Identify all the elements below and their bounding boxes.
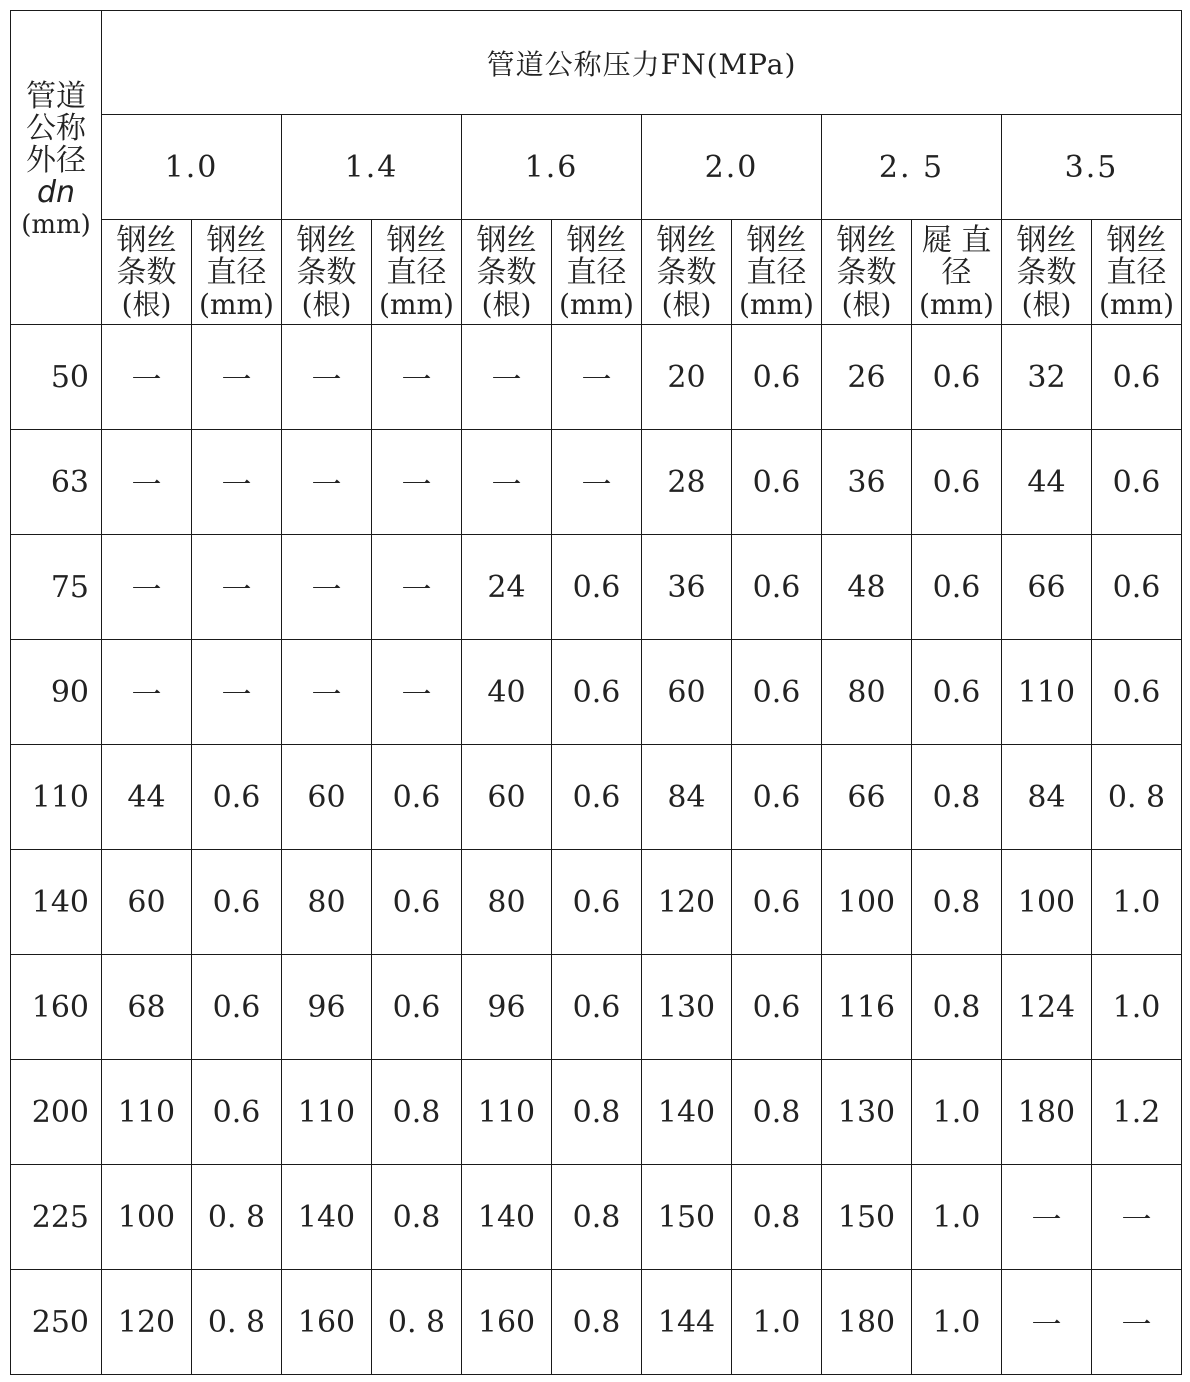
table-body (11, 325, 1182, 1375)
wire-diameter-cell: 0.6 (732, 640, 822, 745)
wire-diameter-cell: 0.8 (372, 1165, 462, 1270)
wire-count-cell: 96 (462, 955, 552, 1060)
wire-count-cell: 150 (822, 1165, 912, 1270)
sub-header-l3: (根) (841, 288, 892, 321)
wire-diameter-cell: 0. 8 (192, 1165, 282, 1270)
wire-count-cell: 60 (462, 745, 552, 850)
wire-diameter-cell: 0.6 (912, 430, 1002, 535)
wire-diameter-cell: 0.6 (552, 850, 642, 955)
wire-diameter-cell: 0.6 (552, 745, 642, 850)
table-row (11, 640, 1182, 745)
wire-count-cell: 60 (102, 850, 192, 955)
pressure-header: 1.6 (462, 115, 642, 220)
wire-diameter-cell: 一 (372, 640, 462, 745)
wire-diameter-cell: 1.0 (732, 1270, 822, 1375)
sub-header-cell (102, 220, 192, 325)
wire-count-cell: 100 (102, 1165, 192, 1270)
sub-header-l1: 钢丝 (116, 223, 177, 258)
dn-value-cell: 63 (11, 430, 102, 535)
wire-count-cell: 124 (1002, 955, 1092, 1060)
dn-value-cell: 90 (11, 640, 102, 745)
wire-diameter-cell: 0.8 (552, 1270, 642, 1375)
pressure-header: 3.5 (1002, 115, 1182, 220)
title-row (11, 11, 1182, 115)
wire-diameter-cell: 1.0 (1092, 955, 1182, 1060)
wire-diameter-cell: 一 (372, 430, 462, 535)
sub-header-l2: 条数 (836, 255, 897, 290)
wire-count-cell: 84 (1002, 745, 1092, 850)
wire-diameter-cell: 0.8 (912, 955, 1002, 1060)
wire-diameter-cell: 0.8 (372, 1060, 462, 1165)
wire-count-cell: 68 (102, 955, 192, 1060)
wire-diameter-cell: 一 (372, 535, 462, 640)
wire-count-cell: 44 (102, 745, 192, 850)
wire-diameter-cell: 0.6 (552, 535, 642, 640)
wire-count-cell: 60 (642, 640, 732, 745)
wire-diameter-cell: 0.8 (732, 1165, 822, 1270)
sub-header-l3: (mm) (1099, 288, 1174, 321)
wire-count-cell: 80 (822, 640, 912, 745)
wire-diameter-cell: 0.8 (552, 1165, 642, 1270)
wire-count-cell: 100 (1002, 850, 1092, 955)
wire-count-cell: 60 (282, 745, 372, 850)
wire-count-cell: 24 (462, 535, 552, 640)
wire-count-cell: 140 (642, 1060, 732, 1165)
wire-diameter-cell: 0.6 (1092, 430, 1182, 535)
pressure-header: 1.4 (282, 115, 462, 220)
wire-diameter-cell: 0.6 (732, 535, 822, 640)
table-row (11, 1165, 1182, 1270)
wire-count-cell: 110 (282, 1060, 372, 1165)
sub-header-l3: (根) (121, 288, 172, 321)
sub-header-l3: (mm) (739, 288, 814, 321)
wire-count-cell: 140 (282, 1165, 372, 1270)
wire-diameter-cell: 0.6 (912, 535, 1002, 640)
sub-header-l3: (根) (481, 288, 532, 321)
sub-header-l1: 屣 直 (921, 223, 992, 258)
wire-count-cell: 130 (642, 955, 732, 1060)
wire-count-cell: 120 (642, 850, 732, 955)
wire-count-cell: 26 (822, 325, 912, 430)
wire-diameter-cell: 1.2 (1092, 1060, 1182, 1165)
dn-value-cell: 75 (11, 535, 102, 640)
table-row (11, 1270, 1182, 1375)
dn-value-cell: 160 (11, 955, 102, 1060)
wire-diameter-cell: 一 (1092, 1165, 1182, 1270)
wire-diameter-cell: 0.6 (192, 1060, 282, 1165)
wire-diameter-cell: 一 (552, 325, 642, 430)
wire-count-cell: 20 (642, 325, 732, 430)
wire-diameter-cell: 一 (372, 325, 462, 430)
sub-header-l3: (根) (1021, 288, 1072, 321)
sub-header-l3: (mm) (559, 288, 634, 321)
wire-count-cell: 一 (282, 535, 372, 640)
sub-header-l2: 直径 (566, 255, 627, 290)
wire-spec-table (10, 10, 1182, 1375)
wire-diameter-cell: 0.8 (912, 745, 1002, 850)
wire-count-cell: 80 (282, 850, 372, 955)
wire-diameter-cell: 1.0 (912, 1060, 1002, 1165)
sub-header-cell (552, 220, 642, 325)
dn-unit: (mm) (21, 210, 91, 240)
wire-count-cell: 40 (462, 640, 552, 745)
wire-diameter-cell: 0.6 (552, 955, 642, 1060)
wire-count-cell: 一 (1002, 1165, 1092, 1270)
wire-diameter-cell: 1.0 (912, 1270, 1002, 1375)
table-row (11, 955, 1182, 1060)
wire-count-cell: 一 (1002, 1270, 1092, 1375)
wire-count-cell: 160 (282, 1270, 372, 1375)
sub-header-l2: 直径 (386, 255, 447, 290)
wire-count-cell: 28 (642, 430, 732, 535)
wire-diameter-cell: 0.8 (912, 850, 1002, 955)
sub-header-l2: 条数 (476, 255, 537, 290)
dn-value-cell: 200 (11, 1060, 102, 1165)
wire-diameter-cell: 0.6 (192, 955, 282, 1060)
sub-header-l3: (mm) (379, 288, 454, 321)
wire-count-cell: 一 (102, 325, 192, 430)
wire-count-cell: 36 (642, 535, 732, 640)
sub-header-l1: 钢丝 (566, 223, 627, 258)
wire-count-cell: 96 (282, 955, 372, 1060)
wire-diameter-cell: 0. 8 (1092, 745, 1182, 850)
wire-diameter-cell: 0.6 (732, 745, 822, 850)
wire-count-cell: 一 (102, 535, 192, 640)
wire-count-cell: 100 (822, 850, 912, 955)
wire-count-cell: 一 (462, 430, 552, 535)
wire-count-cell: 66 (822, 745, 912, 850)
wire-count-cell: 130 (822, 1060, 912, 1165)
dn-value-cell: 110 (11, 745, 102, 850)
wire-count-cell: 36 (822, 430, 912, 535)
wire-diameter-cell: 0.6 (732, 850, 822, 955)
sub-header-l1: 钢丝 (476, 223, 537, 258)
wire-count-cell: 32 (1002, 325, 1092, 430)
wire-diameter-cell: 0.6 (372, 745, 462, 850)
wire-diameter-cell: 0.6 (1092, 535, 1182, 640)
sub-header-l2: 条数 (656, 255, 717, 290)
wire-count-cell: 80 (462, 850, 552, 955)
dn-value-cell: 250 (11, 1270, 102, 1375)
table-row (11, 430, 1182, 535)
sub-header-l3: (mm) (199, 288, 274, 321)
wire-diameter-cell: 0.6 (732, 430, 822, 535)
sub-header-l3: (根) (301, 288, 352, 321)
dn-header-cell (11, 11, 102, 325)
sub-header-l2: 径 (941, 255, 972, 290)
wire-count-cell: 一 (282, 640, 372, 745)
wire-count-cell: 110 (462, 1060, 552, 1165)
table-row (11, 535, 1182, 640)
wire-count-cell: 150 (642, 1165, 732, 1270)
wire-count-cell: 一 (462, 325, 552, 430)
wire-count-cell: 84 (642, 745, 732, 850)
wire-diameter-cell: 0. 8 (372, 1270, 462, 1375)
sub-header-cell (372, 220, 462, 325)
wire-diameter-cell: 一 (1092, 1270, 1182, 1375)
sub-header-cell (1002, 220, 1092, 325)
table-row (11, 1060, 1182, 1165)
sub-header-cell (732, 220, 822, 325)
wire-count-cell: 44 (1002, 430, 1092, 535)
sub-header-cell (642, 220, 732, 325)
wire-diameter-cell: 一 (192, 325, 282, 430)
sub-header-cell (462, 220, 552, 325)
table-row (11, 745, 1182, 850)
wire-diameter-cell: 0.6 (732, 325, 822, 430)
sub-header-l2: 直径 (746, 255, 807, 290)
sub-header-l2: 条数 (1016, 255, 1077, 290)
sub-header-l2: 直径 (1106, 255, 1167, 290)
wire-diameter-cell: 0. 8 (192, 1270, 282, 1375)
sub-header-l1: 钢丝 (386, 223, 447, 258)
sub-header-l2: 直径 (206, 255, 267, 290)
wire-diameter-cell: 1.0 (1092, 850, 1182, 955)
table-row (11, 325, 1182, 430)
dn-value-cell: 140 (11, 850, 102, 955)
sub-header-row (11, 220, 1182, 325)
wire-diameter-cell: 一 (192, 640, 282, 745)
sub-header-cell (192, 220, 282, 325)
wire-diameter-cell: 0.6 (372, 955, 462, 1060)
dn-value-cell: 225 (11, 1165, 102, 1270)
wire-diameter-cell: 0.8 (732, 1060, 822, 1165)
wire-count-cell: 一 (282, 325, 372, 430)
wire-count-cell: 120 (102, 1270, 192, 1375)
wire-count-cell: 110 (102, 1060, 192, 1165)
wire-diameter-cell: 0.6 (372, 850, 462, 955)
sub-header-l1: 钢丝 (836, 223, 897, 258)
dn-value-cell: 50 (11, 325, 102, 430)
dn-header-line3: 外径 (26, 143, 86, 178)
wire-diameter-cell: 0.6 (1092, 325, 1182, 430)
wire-count-cell: 144 (642, 1270, 732, 1375)
pressure-row (11, 115, 1182, 220)
pressure-header: 1.0 (102, 115, 282, 220)
wire-diameter-cell: 0.6 (1092, 640, 1182, 745)
sub-header-l3: (mm) (919, 288, 994, 321)
wire-count-cell: 160 (462, 1270, 552, 1375)
sub-header-l3: (根) (661, 288, 712, 321)
wire-diameter-cell: 0.6 (552, 640, 642, 745)
wire-count-cell: 180 (1002, 1060, 1092, 1165)
pressure-header: 2. 5 (822, 115, 1002, 220)
wire-count-cell: 140 (462, 1165, 552, 1270)
sub-header-cell (282, 220, 372, 325)
wire-count-cell: 一 (102, 640, 192, 745)
dn-symbol: dn (36, 175, 76, 210)
pressure-title: 管道公称压力FN(MPa) (102, 11, 1182, 115)
sub-header-l2: 条数 (296, 255, 357, 290)
sub-header-l1: 钢丝 (296, 223, 357, 258)
dn-header-line2: 公称 (26, 111, 86, 146)
wire-diameter-cell: 0.6 (732, 955, 822, 1060)
wire-count-cell: 48 (822, 535, 912, 640)
sub-header-l1: 钢丝 (746, 223, 807, 258)
wire-diameter-cell: 1.0 (912, 1165, 1002, 1270)
sub-header-l2: 条数 (116, 255, 177, 290)
sub-header-l1: 钢丝 (656, 223, 717, 258)
wire-count-cell: 110 (1002, 640, 1092, 745)
dn-header-line1: 管道 (26, 79, 86, 114)
wire-count-cell: 66 (1002, 535, 1092, 640)
wire-count-cell: 一 (282, 430, 372, 535)
wire-count-cell: 116 (822, 955, 912, 1060)
wire-diameter-cell: 一 (552, 430, 642, 535)
sub-header-cell (822, 220, 912, 325)
wire-diameter-cell: 0.6 (912, 640, 1002, 745)
wire-count-cell: 一 (102, 430, 192, 535)
sub-header-l1: 钢丝 (1106, 223, 1167, 258)
sub-header-l1: 钢丝 (1016, 223, 1077, 258)
wire-diameter-cell: 一 (192, 535, 282, 640)
wire-diameter-cell: 0.6 (912, 325, 1002, 430)
sub-header-l1: 钢丝 (206, 223, 267, 258)
wire-diameter-cell: 一 (192, 430, 282, 535)
pressure-header: 2.0 (642, 115, 822, 220)
wire-diameter-cell: 0.6 (192, 850, 282, 955)
table-row (11, 850, 1182, 955)
sub-header-cell (1092, 220, 1182, 325)
wire-count-cell: 180 (822, 1270, 912, 1375)
wire-diameter-cell: 0.6 (192, 745, 282, 850)
wire-diameter-cell: 0.8 (552, 1060, 642, 1165)
sub-header-cell (912, 220, 1002, 325)
